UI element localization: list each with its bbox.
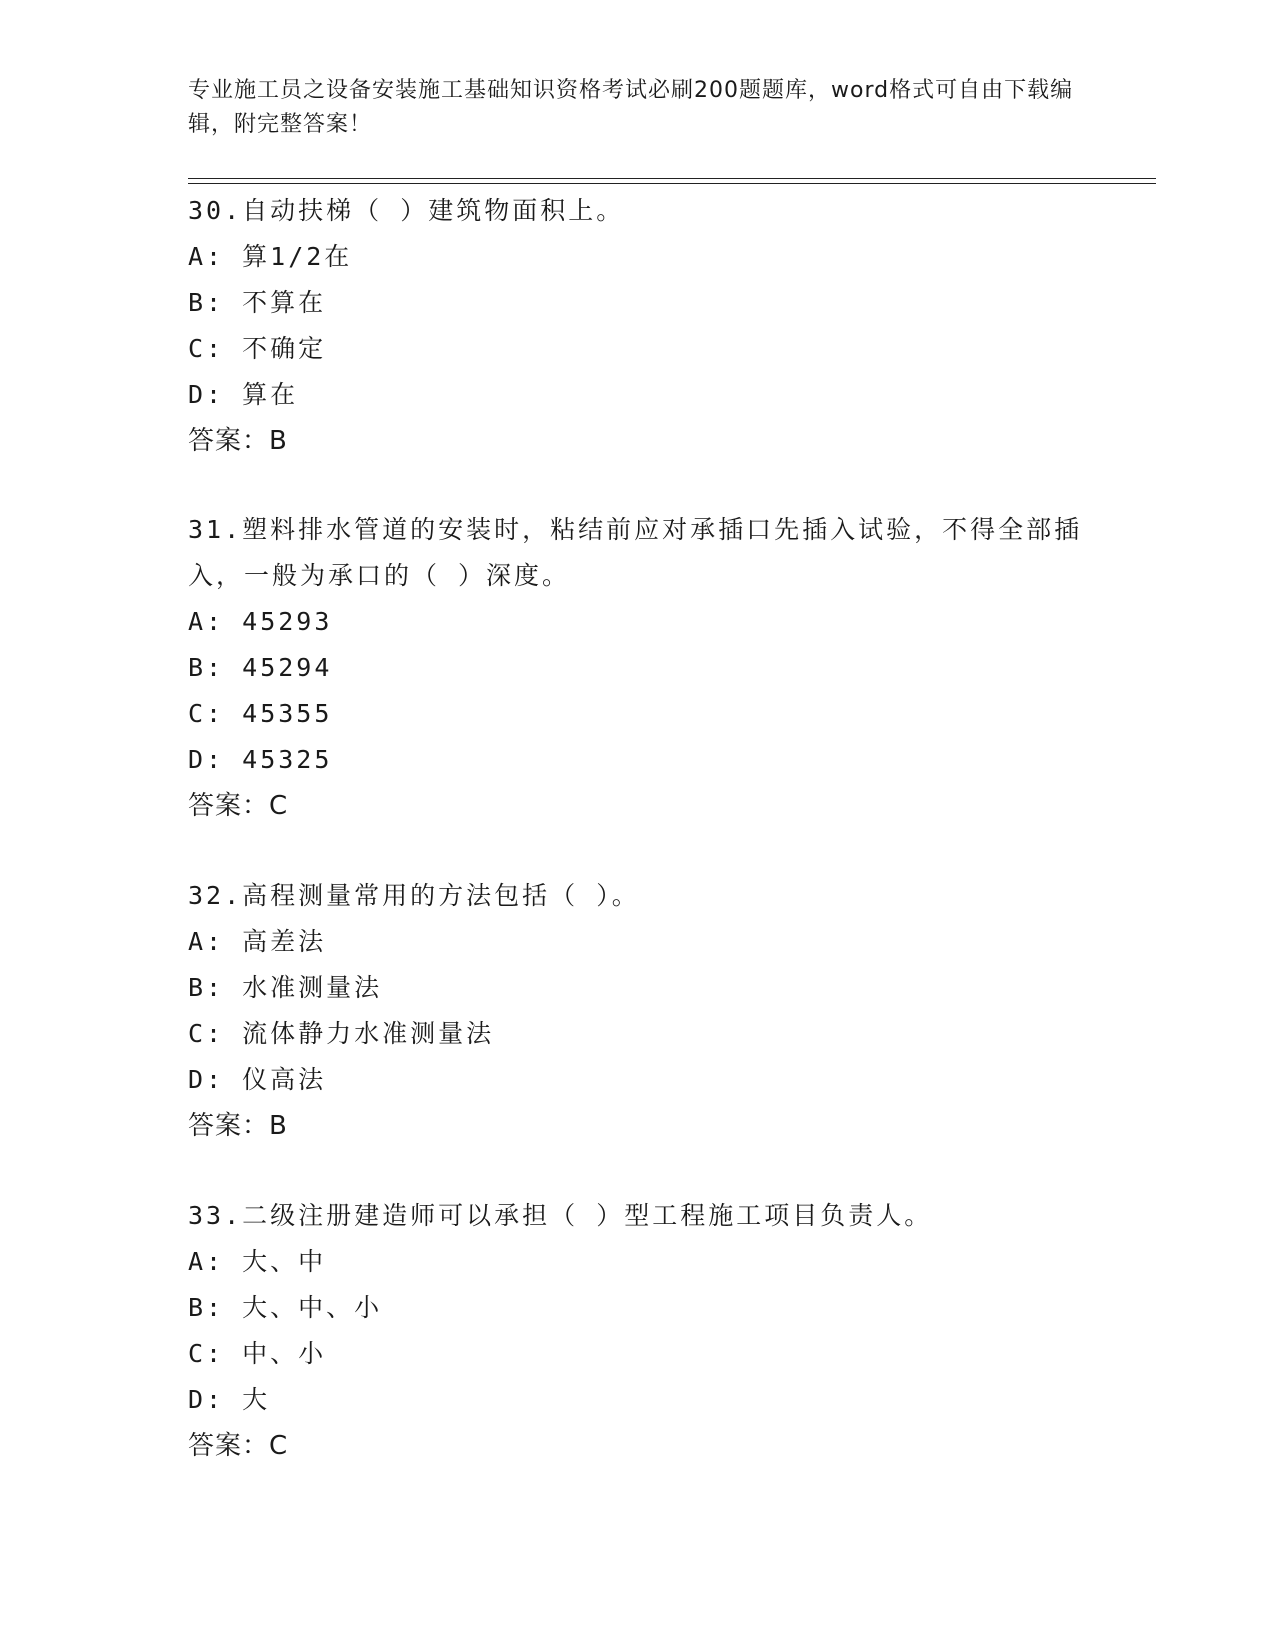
- header-divider-bottom: [188, 183, 1156, 184]
- option-b: B: 大、中、小: [188, 1293, 383, 1322]
- answer-line: 答案：C: [188, 1431, 289, 1461]
- option-a: A: 算1/2在: [188, 242, 353, 271]
- question-block: [188, 507, 1088, 829]
- question-block: [188, 873, 1088, 1149]
- option-d: D: 算在: [188, 380, 299, 409]
- question-block: [188, 1193, 1088, 1469]
- option-d: D: 仪高法: [188, 1065, 327, 1094]
- option-a: A: 45293: [188, 607, 333, 636]
- answer-line: 答案：B: [188, 1111, 288, 1141]
- answer-line: 答案：B: [188, 426, 288, 456]
- option-c: C: 中、小: [188, 1339, 327, 1368]
- option-a: A: 高差法: [188, 927, 327, 956]
- question-block: [188, 188, 1088, 464]
- document-intro: 专业施工员之设备安装施工基础知识资格考试必刷200题题库，word格式可自由下载编辑，附完整答案！: [188, 78, 1074, 137]
- option-b: B: 不算在: [188, 288, 327, 317]
- header-divider-top: [188, 178, 1156, 179]
- option-b: B: 水准测量法: [188, 973, 383, 1002]
- option-c: C: 45355: [188, 699, 333, 728]
- option-a: A: 大、中: [188, 1247, 327, 1276]
- question-stem: 30.自动扶梯（ ）建筑物面积上。: [188, 196, 625, 225]
- question-stem: 32.高程测量常用的方法包括（ ）。: [188, 881, 640, 910]
- option-b: B: 45294: [188, 653, 333, 682]
- question-stem: 33.二级注册建造师可以承担（ ）型工程施工项目负责人。: [188, 1201, 933, 1230]
- option-d: D: 大: [188, 1385, 271, 1414]
- answer-line: 答案：C: [188, 791, 289, 821]
- option-c: C: 不确定: [188, 334, 327, 363]
- question-stem: 31.塑料排水管道的安装时，粘结前应对承插口先插入试验，不得全部插入，一般为承口的（ ）深度。: [188, 515, 1083, 590]
- option-d: D: 45325: [188, 745, 333, 774]
- option-c: C: 流体静力水准测量法: [188, 1019, 495, 1048]
